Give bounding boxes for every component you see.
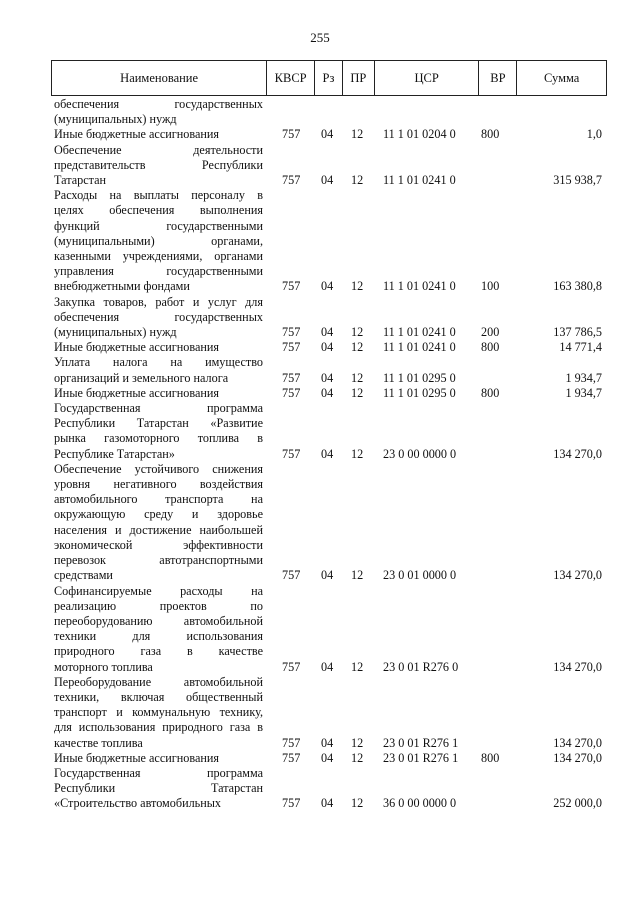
row-name-line: Государственная программа <box>54 401 263 416</box>
row-csr: 36 0 00 0000 0 <box>383 796 457 811</box>
row-rz: 04 <box>321 173 334 188</box>
table-row <box>0 751 640 766</box>
row-kvsr: 757 <box>282 325 301 340</box>
row-name-line: Иные бюджетные ассигнования <box>54 340 220 355</box>
row-rz: 04 <box>321 127 334 142</box>
row-name-line: Государственная программа <box>54 765 263 780</box>
row-name-line: (муниципальными) органами, <box>54 233 263 248</box>
header-sum: Сумма <box>543 70 580 85</box>
row-name-line: Республики Татарстан «Развитие <box>54 416 263 431</box>
table-row <box>0 295 640 341</box>
row-name-line: внебюджетными фондами <box>54 279 190 294</box>
row-kvsr: 757 <box>282 446 301 461</box>
table-row <box>0 462 640 584</box>
row-kvsr: 757 <box>282 796 301 811</box>
header-rz: Рз <box>315 61 343 95</box>
row-name-line: переоборудованию автомобильной <box>54 613 263 628</box>
row-csr: 11 1 01 0295 0 <box>383 385 456 400</box>
row-name-line: (муниципальных) нужд <box>54 112 177 127</box>
row-name-line: перевозок автотранспортными <box>54 553 263 568</box>
row-name-line: (муниципальных) нужд <box>54 325 177 340</box>
row-name-line: казенными учреждениями, органами <box>54 249 263 264</box>
row-csr: 11 1 01 0241 0 <box>383 325 456 340</box>
row-name <box>54 340 263 355</box>
row-rz: 04 <box>321 340 334 355</box>
row-pr: 12 <box>351 385 364 400</box>
row-name-line: организаций и земельного налога <box>54 370 229 385</box>
table-body <box>0 97 640 812</box>
row-name <box>54 97 263 127</box>
row-name-line: техники для использования <box>54 629 263 644</box>
row-sum: 134 270,0 <box>553 568 602 583</box>
table-row <box>0 340 640 355</box>
row-pr: 12 <box>351 325 364 340</box>
row-rz: 04 <box>321 568 334 583</box>
table-header <box>51 60 607 96</box>
row-name-line: управления государственными <box>54 264 263 279</box>
table-row <box>0 675 640 751</box>
row-kvsr: 757 <box>282 750 301 765</box>
row-rz: 04 <box>321 325 334 340</box>
row-csr: 23 0 01 R276 1 <box>383 735 459 750</box>
row-kvsr: 757 <box>282 385 301 400</box>
header-csr: ЦСР <box>375 61 480 95</box>
row-rz: 04 <box>321 279 334 294</box>
row-name <box>54 584 263 675</box>
row-vr: 100 <box>481 279 500 294</box>
row-name <box>54 188 263 294</box>
table-row <box>0 401 640 462</box>
row-name <box>54 355 263 385</box>
row-kvsr: 757 <box>282 659 301 674</box>
row-rz: 04 <box>321 446 334 461</box>
row-name <box>54 386 263 401</box>
table-row <box>0 143 640 189</box>
table-row <box>0 766 640 812</box>
header-name: Наименование <box>52 61 267 95</box>
row-name-line: Иные бюджетные ассигнования <box>54 127 220 142</box>
row-kvsr: 757 <box>282 279 301 294</box>
row-pr: 12 <box>351 735 364 750</box>
row-kvsr: 757 <box>282 735 301 750</box>
row-name-line: Уплата налога на имущество <box>54 355 263 370</box>
row-csr: 11 1 01 0241 0 <box>383 173 456 188</box>
row-sum: 163 380,8 <box>553 279 602 294</box>
header-kvsr: КВСР <box>267 61 315 95</box>
row-name-line: для использования природного газа в <box>54 720 263 735</box>
row-kvsr: 757 <box>282 340 301 355</box>
row-name-line: транспорт и коммунальную технику, <box>54 705 263 720</box>
row-pr: 12 <box>351 279 364 294</box>
row-kvsr: 757 <box>282 370 301 385</box>
row-pr: 12 <box>351 750 364 765</box>
row-name-line: Обеспечение деятельности <box>54 142 263 157</box>
row-vr: 800 <box>481 750 500 765</box>
table-row <box>0 97 640 127</box>
table-row <box>0 127 640 142</box>
row-name-line: уровня негативного воздействия <box>54 477 263 492</box>
row-sum: 252 000,0 <box>553 796 602 811</box>
row-pr: 12 <box>351 796 364 811</box>
row-csr: 11 1 01 0295 0 <box>383 370 456 385</box>
row-vr: 200 <box>481 325 500 340</box>
header-pr: ПР <box>343 61 375 95</box>
row-sum: 1 934,7 <box>565 370 602 385</box>
row-name-line: обеспечения государственных <box>54 309 263 324</box>
row-sum: 134 270,0 <box>553 659 602 674</box>
row-name-line: целях обеспечения выполнения <box>54 203 263 218</box>
row-name <box>54 401 263 462</box>
row-pr: 12 <box>351 173 364 188</box>
row-name-line: Расходы на выплаты персоналу в <box>54 188 263 203</box>
row-sum: 137 786,5 <box>553 325 602 340</box>
row-sum: 134 270,0 <box>553 735 602 750</box>
row-csr: 23 0 01 0000 0 <box>383 568 457 583</box>
row-name-line: Татарстан <box>54 173 107 188</box>
row-name-line: Республике Татарстан» <box>54 446 175 461</box>
row-name-line: функций государственными <box>54 218 263 233</box>
row-name <box>54 127 263 142</box>
header-vr: ВР <box>479 61 517 95</box>
row-name-line: автомобильного транспорта на <box>54 492 263 507</box>
row-name-line: средствами <box>54 568 113 583</box>
row-pr: 12 <box>351 659 364 674</box>
row-name-line: природного газа в качестве <box>54 644 263 659</box>
row-csr: 11 1 01 0241 0 <box>383 340 456 355</box>
row-sum: 315 938,7 <box>553 173 602 188</box>
row-name-line: Переоборудование автомобильной <box>54 674 263 689</box>
row-sum: 1 934,7 <box>565 385 602 400</box>
row-csr: 11 1 01 0241 0 <box>383 279 456 294</box>
row-name-line: Закупка товаров, работ и услуг для <box>54 294 263 309</box>
row-name-line: «Строительство автомобильных <box>54 796 222 811</box>
row-name-line: реализацию проектов по <box>54 598 263 613</box>
row-kvsr: 757 <box>282 568 301 583</box>
row-name <box>54 675 263 751</box>
row-name <box>54 462 263 584</box>
row-name-line: окружающую среду и здоровье <box>54 507 263 522</box>
row-pr: 12 <box>351 340 364 355</box>
row-name-line: Обеспечение устойчивого снижения <box>54 461 263 476</box>
row-csr: 23 0 01 R276 1 <box>383 750 459 765</box>
row-pr: 12 <box>351 127 364 142</box>
row-name-line: Софинансируемые расходы на <box>54 583 263 598</box>
row-rz: 04 <box>321 659 334 674</box>
row-csr: 23 0 01 R276 0 <box>383 659 459 674</box>
row-pr: 12 <box>351 446 364 461</box>
row-rz: 04 <box>321 735 334 750</box>
row-name <box>54 751 263 766</box>
row-name <box>54 143 263 189</box>
row-csr: 11 1 01 0204 0 <box>383 127 456 142</box>
row-rz: 04 <box>321 796 334 811</box>
row-name-line: экономической эффективности <box>54 537 263 552</box>
table-row <box>0 386 640 401</box>
row-name-line: Республики Татарстан <box>54 781 263 796</box>
row-name-line: представительств Республики <box>54 157 263 172</box>
row-name-line: Иные бюджетные ассигнования <box>54 385 220 400</box>
row-pr: 12 <box>351 370 364 385</box>
table-row <box>0 188 640 294</box>
table-row <box>0 355 640 385</box>
row-sum: 14 771,4 <box>559 340 602 355</box>
row-name-line: населения и достижение наибольшей <box>54 522 263 537</box>
row-name-line: Иные бюджетные ассигнования <box>54 750 220 765</box>
row-vr: 800 <box>481 127 500 142</box>
row-csr: 23 0 00 0000 0 <box>383 446 457 461</box>
table-row <box>0 584 640 675</box>
row-name <box>54 766 263 812</box>
row-name-line: обеспечения государственных <box>54 97 263 111</box>
row-name-line: моторного топлива <box>54 659 153 674</box>
row-rz: 04 <box>321 750 334 765</box>
row-vr: 800 <box>481 385 500 400</box>
row-name-line: техники, включая общественный <box>54 689 263 704</box>
row-vr: 800 <box>481 340 500 355</box>
row-sum: 1,0 <box>586 127 602 142</box>
row-kvsr: 757 <box>282 127 301 142</box>
row-name-line: рынка газомоторного топлива в <box>54 431 263 446</box>
row-name-line: качестве топлива <box>54 735 143 750</box>
row-sum: 134 270,0 <box>553 750 602 765</box>
row-name <box>54 295 263 341</box>
row-kvsr: 757 <box>282 173 301 188</box>
page-number: 255 <box>310 30 330 45</box>
row-pr: 12 <box>351 568 364 583</box>
row-sum: 134 270,0 <box>553 446 602 461</box>
row-rz: 04 <box>321 370 334 385</box>
row-rz: 04 <box>321 385 334 400</box>
